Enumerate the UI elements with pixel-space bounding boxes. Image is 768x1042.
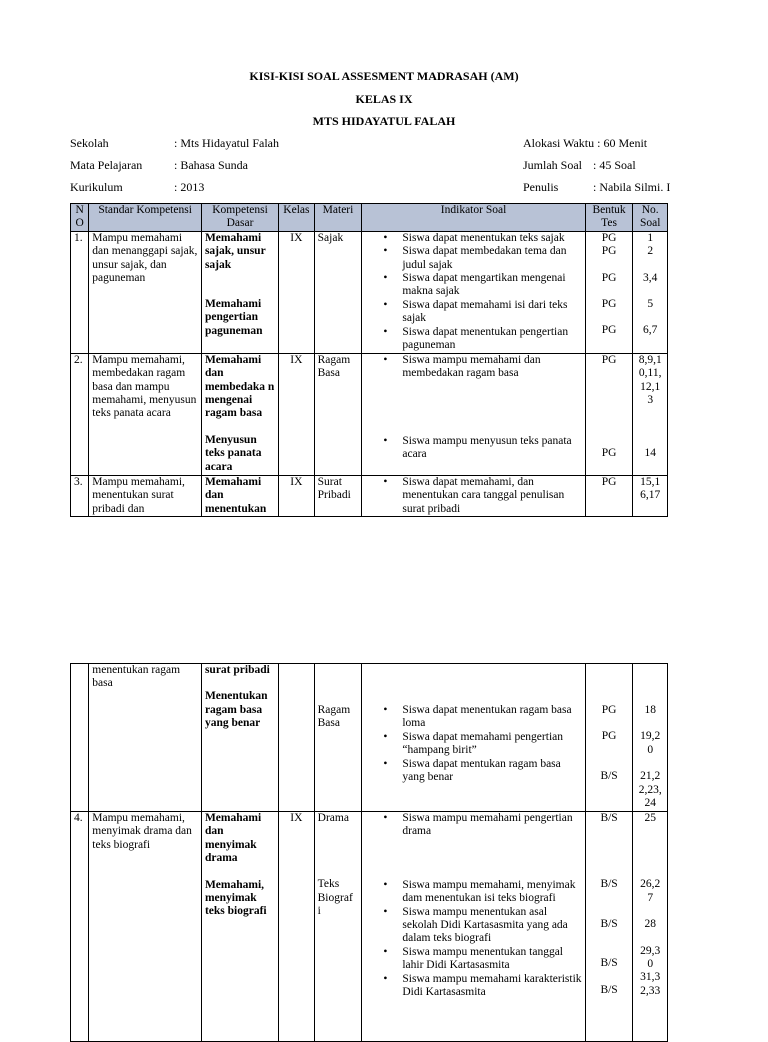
kd-2: Menyusun teks panata acara bbox=[204, 433, 262, 473]
header-kd: Kompetensi Dasar bbox=[201, 204, 278, 232]
row-kelas: IX bbox=[279, 231, 315, 353]
header-kelas: Kelas bbox=[279, 204, 315, 232]
row-no bbox=[71, 664, 89, 812]
header-nosoal: No. Soal bbox=[633, 204, 668, 232]
sekolah-value: : Mts Hidayatul Falah bbox=[174, 136, 279, 150]
row-kelas: IX bbox=[279, 812, 315, 1042]
table-row bbox=[71, 231, 668, 353]
table-row bbox=[71, 664, 668, 812]
jumlah-value: : 45 Soal bbox=[593, 158, 636, 172]
kisi-table-page2 bbox=[70, 663, 668, 1042]
header-indikator: Indikator Soal bbox=[362, 204, 585, 232]
kurikulum-label: Kurikulum bbox=[70, 180, 123, 194]
penulis-value: : Nabila Silmi. I bbox=[593, 180, 671, 194]
list-item: • Siswa mampu memahami, menyimak dam menentukan isi teks biografi bbox=[402, 879, 581, 906]
row-bentuk: PG PG B/S bbox=[585, 664, 633, 812]
row-kd bbox=[201, 353, 278, 475]
mapel-label: Mata Pelajaran bbox=[70, 158, 143, 172]
row-indikator bbox=[362, 353, 585, 475]
row-nosoal: 8,9,1 0,11, 12,1 3 14 bbox=[633, 353, 668, 475]
row-materi: Ragam Basa bbox=[314, 353, 362, 475]
row-nosoal: 25 26,2 7 28 29,3 0 31,3 2,33 bbox=[633, 812, 668, 1042]
row-kd: Memahami dan menentukan bbox=[201, 475, 278, 516]
row-sk: Mampu memahami, membedakan ragam basa dan mampu memahami, menyusun teks panata acara bbox=[89, 353, 202, 475]
kd-2: Memahami, menyimak teks biografi bbox=[204, 878, 267, 918]
row-no: 3. bbox=[71, 475, 89, 516]
kd-2: Memahami pengertian paguneman bbox=[204, 298, 263, 337]
list-item: • Siswa mampu menentukan asal sekolah Didi Kartasasmita yang ada dalam teks biografi bbox=[402, 906, 581, 946]
row-nosoal: 18 19,2 0 21,2 2,23, 24 bbox=[633, 664, 668, 812]
row-indikator bbox=[362, 231, 585, 353]
row-indikator bbox=[362, 812, 585, 1042]
row-kelas: IX bbox=[279, 353, 315, 475]
row-nosoal: 1 2 3,4 5 6,7 bbox=[633, 231, 668, 353]
kd-1: Memahami sajak, unsur sajak bbox=[204, 231, 266, 271]
penulis-label: Penulis bbox=[523, 180, 559, 194]
list-item: • Siswa dapat memahami isi dari teks sajak bbox=[402, 299, 581, 326]
row-sk: Mampu memahami, menentukan surat pribadi dan bbox=[89, 475, 202, 516]
list-item: • Siswa mampu memahami pengertian drama bbox=[402, 812, 581, 839]
row-materi: Drama Teks Biograf i bbox=[314, 812, 362, 1042]
row-kd bbox=[201, 664, 278, 812]
row-no: 1. bbox=[71, 231, 89, 353]
row-no: 4. bbox=[71, 812, 89, 1042]
list-item: • Siswa dapat memahami pengertian “hampang birit” bbox=[402, 731, 581, 758]
list-item: • Siswa dapat menentukan teks sajak bbox=[402, 232, 581, 245]
header-bentuk: Bentuk Tes bbox=[585, 204, 633, 232]
header-sk: Standar Kompetensi bbox=[89, 204, 202, 232]
row-bentuk: PG PG bbox=[585, 353, 633, 475]
list-item: • Siswa dapat mengartikan mengenai makna sajak bbox=[402, 272, 581, 299]
row-kd bbox=[201, 231, 278, 353]
row-sk: Mampu memahami dan menanggapi sajak, unsur sajak, dan paguneman bbox=[89, 231, 202, 353]
document-school: MTS HIDAYATUL FALAH bbox=[312, 114, 456, 128]
header-no: N O bbox=[71, 204, 89, 232]
row-indikator bbox=[362, 664, 585, 812]
row-sk: Mampu memahami, menyimak drama dan teks biografi bbox=[89, 812, 202, 1042]
mapel-value: : Bahasa Sunda bbox=[174, 158, 248, 172]
list-item: • Siswa dapat mentukan ragam basa yang benar bbox=[402, 758, 581, 785]
list-item: • Siswa mampu memahami karakteristik Didi Kartasasmita bbox=[402, 973, 581, 1000]
table-row bbox=[71, 812, 668, 1042]
list-item: • Siswa dapat membedakan tema dan judul sajak bbox=[402, 245, 581, 272]
row-materi: Ragam Basa bbox=[314, 664, 362, 812]
header-materi: Materi bbox=[314, 204, 362, 232]
row-nosoal: 15,1 6,17 bbox=[633, 475, 668, 516]
row-bentuk: PG PG PG PG PG bbox=[585, 231, 633, 353]
row-bentuk: B/S B/S B/S B/S B/S bbox=[585, 812, 633, 1042]
kisi-table-page1 bbox=[70, 203, 668, 517]
row-kd bbox=[201, 812, 278, 1042]
list-item: • Siswa mampu menyusun teks panata acara bbox=[402, 435, 581, 462]
list-item: • Siswa dapat menentukan ragam basa loma bbox=[402, 704, 581, 731]
jumlah-label: Jumlah Soal bbox=[523, 158, 582, 172]
table-header-row bbox=[71, 204, 668, 232]
kd-1: surat pribadi bbox=[204, 664, 270, 676]
document-class: KELAS IX bbox=[355, 92, 413, 106]
row-kelas: IX bbox=[279, 475, 315, 516]
document-title: KISI-KISI SOAL ASSESMENT MADRASAH (AM) bbox=[249, 69, 519, 83]
row-no: 2. bbox=[71, 353, 89, 475]
table-row bbox=[71, 475, 668, 516]
row-sk: menentukan ragam basa bbox=[89, 664, 202, 812]
table-row bbox=[71, 353, 668, 475]
list-item: • Siswa mampu menentukan tanggal lahir Didi Kartasasmita bbox=[402, 946, 581, 973]
list-item: • Siswa mampu memahami dan membedakan ragam basa bbox=[402, 354, 581, 381]
row-materi: Sajak bbox=[314, 231, 362, 353]
kd-2: Menentukan ragam basa yang benar bbox=[204, 690, 268, 730]
kurikulum-value: : 2013 bbox=[174, 180, 205, 194]
row-bentuk: PG bbox=[585, 475, 633, 516]
list-item: • Siswa dapat memahami, dan menentukan cara tanggal penulisan surat pribadi bbox=[402, 476, 581, 516]
row-kelas bbox=[279, 664, 315, 812]
row-materi: Surat Pribadi bbox=[314, 475, 362, 516]
sekolah-label: Sekolah bbox=[70, 136, 109, 150]
alokasi-waktu: Alokasi Waktu : 60 Menit bbox=[523, 136, 648, 150]
row-indikator bbox=[362, 475, 585, 516]
kd-1: Memahami dan menyimak drama bbox=[204, 812, 262, 865]
kd-1: Memahami dan membedaka n mengenai ragam basa bbox=[204, 353, 275, 420]
list-item: • Siswa dapat menentukan pengertian paguneman bbox=[402, 326, 581, 353]
